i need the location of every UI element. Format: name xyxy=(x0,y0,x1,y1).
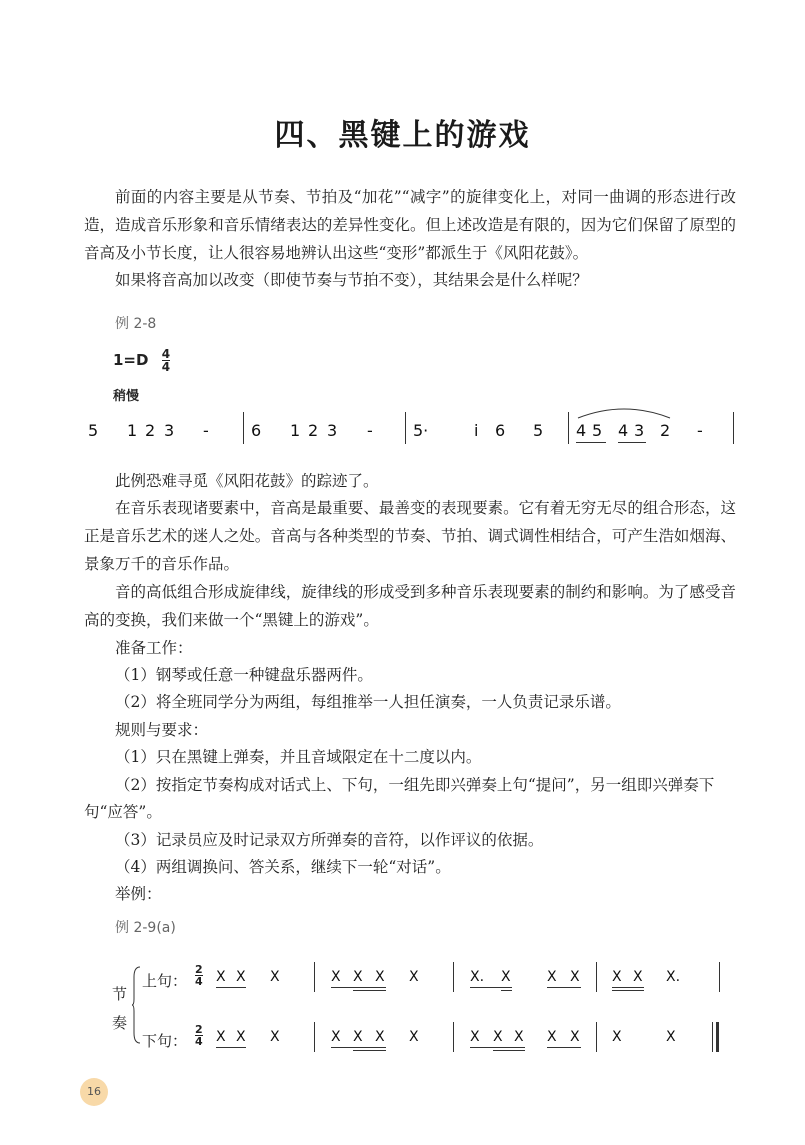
key-text: 1=D xyxy=(113,351,149,369)
rhythm-note: X xyxy=(514,1029,524,1045)
time-numerator: 4 xyxy=(161,347,171,361)
rules-heading: 规则与要求： xyxy=(115,721,209,739)
rhythm-note: X xyxy=(547,1029,557,1045)
rhythm-note: X xyxy=(570,1029,580,1045)
note: 3 xyxy=(164,421,175,440)
note: 2 xyxy=(308,421,319,440)
note: 4 xyxy=(576,421,587,440)
note: 3 xyxy=(634,421,645,440)
paragraph-question: 如果将音高加以改变（即使节奏与节拍不变），其结果会是什么样呢？ xyxy=(115,271,588,289)
note: i xyxy=(474,421,479,440)
rhythm-note: X xyxy=(612,1029,622,1045)
beam xyxy=(331,1047,386,1048)
rhythm-note: X xyxy=(470,1029,480,1045)
note: - xyxy=(367,421,373,440)
page-title: 四、黑键上的游戏 xyxy=(274,118,531,153)
rhythm-label: 奏 xyxy=(112,1014,128,1032)
beam xyxy=(353,1050,386,1051)
rhythm-note: X xyxy=(270,969,280,985)
note: 4 xyxy=(618,421,629,440)
time-numerator: 2 xyxy=(195,1023,203,1036)
underline-beam xyxy=(576,442,606,443)
tempo-marking: 稍慢 xyxy=(113,389,140,404)
beam xyxy=(547,1047,581,1048)
beam xyxy=(547,987,581,988)
rhythm-note: X xyxy=(493,1029,503,1045)
rhythm-note: X xyxy=(216,1029,226,1045)
time-numerator: 2 xyxy=(195,963,203,976)
slur-mark xyxy=(574,404,674,420)
example-heading: 举例： xyxy=(115,885,162,903)
rhythm-note: X xyxy=(331,1029,341,1045)
rhythm-note: X xyxy=(501,969,511,985)
note: 2 xyxy=(660,421,671,440)
paragraph-melody: 音的高低组合形成旋律线，旋律线的形成受到多种音乐表现要素的制约和影响。为了感受音高的变换，我们来做一个“黑键上的游戏”。 xyxy=(84,583,736,629)
rhythm-note: X. xyxy=(666,969,681,985)
time-signature-upper xyxy=(195,964,203,987)
beam xyxy=(353,990,386,991)
lower-phrase-label: 下句： xyxy=(142,1032,188,1050)
rhythm-note: X xyxy=(270,1029,280,1045)
note: 1 xyxy=(290,421,301,440)
rhythm-note: X xyxy=(547,969,557,985)
final-barline-thick xyxy=(716,1022,719,1052)
rule-item: （2）按指定节奏构成对话式上、下句，一组先即兴弹奏上句“提问”，另一组即兴弹奏下 xyxy=(115,776,715,794)
beam xyxy=(612,987,644,988)
barline-end xyxy=(733,412,734,444)
beam xyxy=(612,990,644,991)
brace xyxy=(132,965,142,1045)
note: 3 xyxy=(327,421,338,440)
rule-item: （1）只在黑键上弹奏，并且音域限定在十二度以内。 xyxy=(115,748,482,766)
time-denominator: 4 xyxy=(195,975,203,988)
note: 2 xyxy=(145,421,156,440)
barline xyxy=(405,412,406,444)
time-denominator: 4 xyxy=(161,360,171,374)
paragraph-pitch: 在音乐表现诸要素中，音高是最重要、最善变的表现要素。它有着无穷无尽的组合形态，这正是音乐艺术的迷人之处。音高与各种类型的节奏、节拍、调式调性相结合，可产生浩如烟海、景象万千的音乐作品。 xyxy=(84,499,736,573)
rhythm-note: X xyxy=(570,969,580,985)
example-label: 例 2-8 xyxy=(115,316,157,332)
rhythm-note: X xyxy=(666,1029,676,1045)
paragraph-intro: 前面的内容主要是从节奏、节拍及“加花”“减字”的旋律变化上，对同一曲调的形态进行改造，造成音乐形象和音乐情绪表达的差异性变化。但上述改造是有限的，因为它们保留了原型的音高及小节长度，让人很容易地辨认出这些“变形”都派生于《风阳花鼓》。 xyxy=(84,188,736,262)
rhythm-note: X xyxy=(375,969,385,985)
note: 6 xyxy=(495,421,506,440)
note: 5 xyxy=(533,421,544,440)
beam xyxy=(331,987,386,988)
rhythm-note: X xyxy=(375,1029,385,1045)
example-label: 例 2-9(a) xyxy=(115,920,176,936)
barline xyxy=(719,962,720,992)
note: - xyxy=(697,421,703,440)
underline-beam xyxy=(618,442,646,443)
page-number: 16 xyxy=(80,1078,108,1106)
rule-item: （3）记录员应及时记录双方所弹奏的音符，以作评议的依据。 xyxy=(115,831,544,849)
paragraph-note: 此例恐难寻觅《风阳花鼓》的踪迹了。 xyxy=(115,472,379,490)
prep-heading: 准备工作： xyxy=(115,639,193,657)
beam xyxy=(470,1047,525,1048)
barline xyxy=(596,1022,597,1052)
beam xyxy=(493,1050,525,1051)
beam xyxy=(216,987,246,988)
barline xyxy=(314,1022,315,1052)
rhythm-note: X xyxy=(236,1029,246,1045)
rhythm-note: X xyxy=(409,969,419,985)
time-signature-lower xyxy=(195,1024,203,1047)
rhythm-note: X xyxy=(353,969,363,985)
time-signature xyxy=(162,348,170,373)
note: 1 xyxy=(127,421,138,440)
note: 5· xyxy=(413,421,429,440)
rhythm-note: X. xyxy=(470,969,485,985)
note: - xyxy=(203,421,209,440)
rhythm-note: X xyxy=(236,969,246,985)
note: 6 xyxy=(251,421,262,440)
barline xyxy=(596,962,597,992)
prep-item: （1）钢琴或任意一种键盘乐器两件。 xyxy=(115,666,373,684)
key-signature xyxy=(113,348,170,373)
beam xyxy=(501,990,512,991)
rhythm-note: X xyxy=(409,1029,419,1045)
rhythm-note: X xyxy=(216,969,226,985)
rhythm-note: X xyxy=(331,969,341,985)
note: 5 xyxy=(88,421,99,440)
barline xyxy=(243,412,244,444)
final-barline-thin xyxy=(712,1022,713,1052)
barline xyxy=(453,962,454,992)
time-denominator: 4 xyxy=(195,1035,203,1048)
rule-item-continuation: 句“应答”。 xyxy=(84,803,162,821)
rhythm-note: X xyxy=(612,969,622,985)
rule-item: （4）两组调换问、答关系，继续下一轮“对话”。 xyxy=(115,858,451,876)
prep-item: （2）将全班同学分为两组，每组推举一人担任演奏，一人负责记录乐谱。 xyxy=(115,693,621,711)
rhythm-note: X xyxy=(353,1029,363,1045)
barline xyxy=(453,1022,454,1052)
rhythm-note: X xyxy=(633,969,643,985)
barline xyxy=(314,962,315,992)
beam xyxy=(470,987,512,988)
rhythm-label: 节 xyxy=(112,985,128,1003)
barline xyxy=(568,412,569,444)
beam xyxy=(216,1047,246,1048)
upper-phrase-label: 上句： xyxy=(142,972,188,990)
note: 5 xyxy=(592,421,603,440)
